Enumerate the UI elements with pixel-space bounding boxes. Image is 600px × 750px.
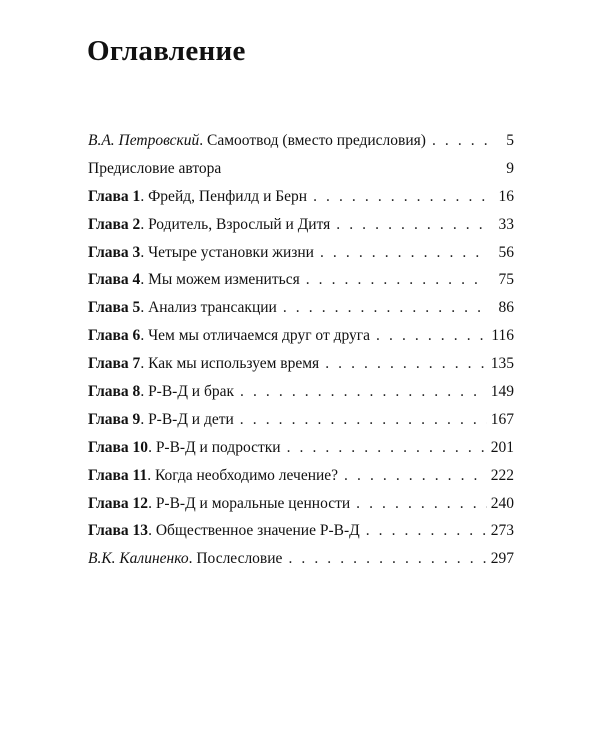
toc-entry-page: 297 — [490, 550, 514, 568]
toc-entry-chapter-10[interactable] — [88, 438, 514, 466]
toc-entry-chapter-3[interactable] — [88, 243, 514, 271]
toc-entry-text — [88, 382, 234, 402]
toc-entry-chapter-number: Глава 9 — [88, 410, 141, 428]
toc-entry-chapter-13[interactable] — [88, 521, 514, 549]
toc-leader-dots — [336, 215, 488, 235]
toc-entry-chapter-9[interactable] — [88, 410, 514, 438]
toc-leader-dots — [356, 494, 487, 514]
toc-entry-text — [88, 494, 350, 514]
toc-entry-separator: . — [140, 187, 149, 205]
toc-entry-separator: . — [148, 438, 156, 456]
toc-entry-text — [88, 326, 370, 346]
toc-entry-chapter-5[interactable] — [88, 298, 514, 326]
toc-entry-chapter-number: Глава 13 — [88, 522, 149, 540]
toc-entry-title: Предисловие автора — [88, 159, 222, 177]
toc-entry-separator: . — [140, 327, 149, 345]
toc-entry-text — [88, 438, 281, 458]
toc-entry-author: В.К. Калиненко — [88, 550, 189, 568]
toc-entry-chapter-1[interactable] — [88, 187, 514, 215]
toc-entry-title: Четыре установки жизни — [148, 243, 314, 261]
table-of-contents — [88, 131, 514, 577]
toc-entry-title: Родитель, Взрослый и Дитя — [148, 215, 331, 233]
toc-entry-text — [88, 298, 277, 318]
toc-entry-chapter-number: Глава 4 — [88, 271, 141, 289]
toc-entry-text — [88, 410, 234, 430]
toc-entry-chapter-number: Глава 5 — [88, 299, 141, 317]
toc-entry-text — [88, 215, 330, 235]
toc-entry-afterword-kalinenko[interactable] — [88, 549, 514, 577]
toc-entry-title: Мы можем измениться — [148, 271, 300, 289]
toc-entry-title: Общественное значение Р-В-Д — [155, 522, 360, 540]
toc-entry-page: 75 — [498, 271, 514, 289]
toc-entry-page: 273 — [490, 522, 514, 540]
toc-leader-dots — [313, 187, 488, 207]
toc-entry-separator: . — [140, 215, 149, 233]
toc-entry-title: Когда необходимо лечение? — [154, 466, 339, 484]
toc-entry-title: Р-В-Д и моральные ценности — [155, 494, 351, 512]
toc-entry-chapter-number: Глава 2 — [88, 215, 141, 233]
toc-entry-text — [88, 159, 221, 179]
toc-entry-page: 5 — [506, 132, 514, 149]
toc-leader-dots — [325, 354, 487, 374]
toc-entry-chapter-number: Глава 3 — [88, 243, 141, 261]
toc-entry-title: Самоотвод (вместо предисловия) — [207, 132, 426, 149]
toc-entry-chapter-11[interactable] — [88, 466, 514, 494]
toc-entry-separator: . — [140, 299, 149, 317]
toc-leader-dots — [240, 410, 487, 430]
toc-entry-chapter-7[interactable] — [88, 354, 514, 382]
toc-entry-title: Как мы используем время — [148, 355, 320, 373]
toc-entry-chapter-number: Глава 8 — [88, 383, 141, 401]
toc-entry-page: 167 — [490, 410, 514, 428]
toc-entry-chapter-number: Глава 10 — [88, 438, 149, 456]
toc-entry-separator: . — [188, 550, 197, 568]
toc-entry-chapter-number: Глава 7 — [88, 355, 141, 373]
toc-entry-title: Р-В-Д и брак — [148, 383, 235, 401]
toc-entry-separator: . — [148, 494, 156, 512]
toc-entry-text — [88, 354, 319, 374]
toc-entry-separator: . — [199, 132, 208, 149]
toc-entry-separator: . — [147, 466, 155, 484]
toc-entry-chapter-number: Глава 11 — [88, 466, 148, 484]
toc-entry-title: Р-В-Д и подростки — [155, 438, 281, 456]
toc-entry-page: 222 — [490, 466, 514, 484]
toc-leader-dots — [283, 298, 488, 318]
toc-entry-separator: . — [148, 522, 156, 540]
toc-entry-chapter-number: Глава 12 — [88, 494, 149, 512]
toc-entry-page: 116 — [491, 327, 514, 345]
toc-entry-title: Фрейд, Пенфилд и Берн — [148, 187, 308, 205]
toc-entry-text — [88, 270, 300, 290]
toc-entry-chapter-number: Глава 6 — [88, 327, 141, 345]
toc-entry-page: 135 — [490, 355, 514, 373]
toc-entry-chapter-number: Глава 1 — [88, 187, 141, 205]
toc-entry-page: 86 — [498, 299, 514, 317]
toc-leader-dots — [288, 549, 486, 569]
toc-leader-dots — [432, 131, 488, 151]
toc-entry-title: Послесловие — [196, 550, 283, 568]
toc-entry-separator: . — [140, 410, 149, 428]
toc-entry-page: 201 — [490, 438, 514, 456]
toc-entry-page: 9 — [506, 159, 514, 177]
toc-entry-page: 16 — [498, 187, 514, 205]
toc-entry-page: 56 — [498, 243, 514, 261]
toc-entry-chapter-4[interactable] — [88, 270, 514, 298]
toc-entry-page: 149 — [490, 383, 514, 401]
toc-entry-text — [88, 466, 338, 486]
toc-entry-text — [88, 131, 426, 151]
toc-entry-page: 33 — [498, 215, 514, 233]
toc-entry-separator: . — [140, 271, 149, 289]
toc-entry-text — [88, 187, 307, 207]
toc-entry-chapter-12[interactable] — [88, 494, 514, 522]
toc-entry-text — [88, 521, 360, 541]
toc-entry-text — [88, 243, 314, 263]
toc-entry-separator: . — [140, 355, 149, 373]
toc-leader-dots — [306, 270, 488, 290]
toc-leader-dots — [376, 326, 487, 346]
toc-leader-dots — [287, 438, 487, 458]
toc-entry-separator: . — [140, 243, 149, 261]
toc-entry-page: 240 — [490, 494, 514, 512]
toc-leader-dots — [344, 466, 487, 486]
toc-entry-chapter-8[interactable] — [88, 382, 514, 410]
toc-leader-dots — [366, 521, 487, 541]
toc-entry-title: Чем мы отличаемся друг от друга — [148, 327, 371, 345]
toc-entry-author-preface[interactable] — [88, 159, 514, 187]
toc-entry-chapter-6[interactable] — [88, 326, 514, 354]
toc-entry-text — [88, 549, 282, 569]
toc-entry-separator: . — [140, 383, 149, 401]
toc-entry-title: Р-В-Д и дети — [148, 410, 234, 428]
page-title: Оглавление — [87, 35, 246, 67]
toc-leader-dots — [240, 382, 487, 402]
toc-entry-preface-petrovsky[interactable] — [88, 131, 514, 159]
toc-entry-chapter-2[interactable] — [88, 215, 514, 243]
toc-entry-author: В.А. Петровский — [88, 132, 200, 149]
toc-leader-dots — [320, 243, 488, 263]
toc-entry-title: Анализ трансакции — [148, 299, 277, 317]
